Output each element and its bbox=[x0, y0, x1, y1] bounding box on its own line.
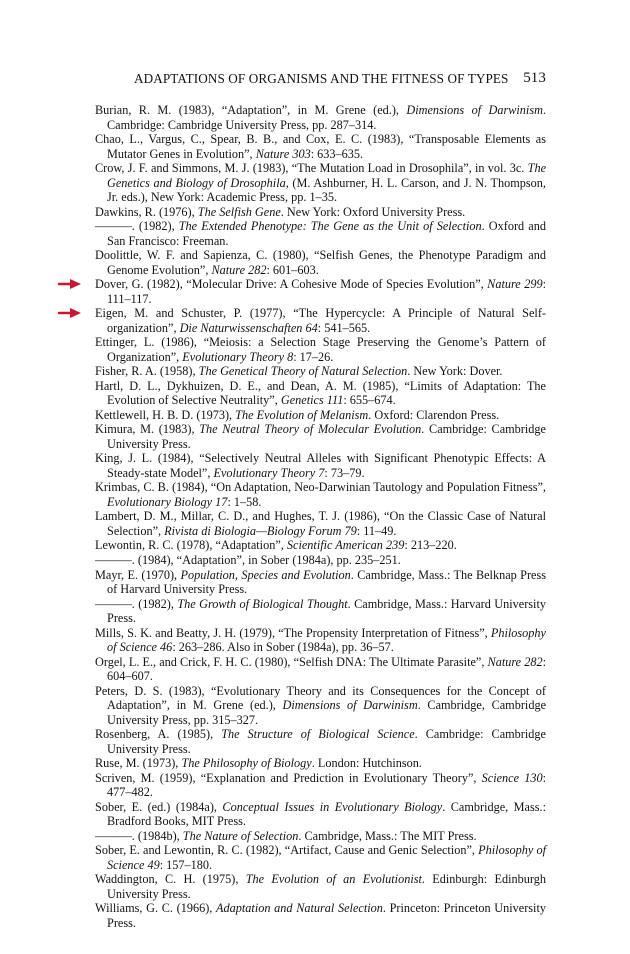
reference-entry: Mayr, E. (1970), Population, Species and Evolution. Cambridge, Mass.: The Belknap Press of Harvard University Press. bbox=[95, 567, 546, 597]
reference-entry: Eigen, M. and Schuster, P. (1977), “The Hypercycle: A Principle of Natural Self-organization”, Die Naturwissenschaften 64: 541–565. bbox=[95, 306, 546, 335]
reference-entry: Hartl, D. L., Dykhuizen, D. E., and Dean, A. M. (1985), “Limits of Adaptation: The Evolution of Selective Neutrality”, Genetics 111: 655–674. bbox=[95, 378, 546, 408]
reference-entry: ———. (1982), The Growth of Biological Thought. Cambridge, Mass.: Harvard University Press. bbox=[95, 596, 546, 626]
reference-entry: Williams, G. C. (1966), Adaptation and Natural Selection. Princeton: Princeton University Press. bbox=[95, 901, 546, 930]
running-title: ADAPTATIONS OF ORGANISMS AND THE FITNESS OF TYPES bbox=[134, 71, 509, 86]
reference-entry: ———. (1984), “Adaptation”, in Sober (1984a), pp. 235–251. bbox=[95, 552, 401, 567]
reference-entry: Krimbas, C. B. (1984), “On Adaptation, Neo-Darwinian Tautology and Population Fitness”, Evolutionary Biology 17: 1–58. bbox=[95, 480, 546, 509]
reference-entry: Chao, L., Vargus, C., Spear, B. B., and Cox, E. C. (1983), “Transposable Elements as Mutator Genes in Evolution”, Nature 303: 633–635. bbox=[95, 132, 546, 161]
reference-entry: Rosenberg, A. (1985), The Structure of Biological Science. Cambridge: Cambridge University Press. bbox=[95, 727, 546, 756]
reference-entry: Ruse, M. (1973), The Philosophy of Biology. London: Hutchinson. bbox=[95, 756, 422, 771]
page-number: 513 bbox=[523, 70, 546, 86]
reference-entry: Orgel, L. E., and Crick, F. H. C. (1980), “Selfish DNA: The Ultimate Parasite”, Nature 282: 604–607. bbox=[95, 654, 546, 684]
reference-entry: Lambert, D. M., Millar, C. D., and Hughes, T. J. (1986), “On the Classic Case of Natural Selection”, Rivista di Biologia—Biology Forum 79: 11–49. bbox=[95, 509, 546, 538]
reference-entry: Mills, S. K. and Beatty, J. H. (1979), “The Propensity Interpretation of Fitness”, Philosophy of Science 46: 263–286. Also in Sober (1984a), pp. 36–57. bbox=[95, 625, 546, 655]
reference-entry: Fisher, R. A. (1958), The Genetical Theory of Natural Selection. New York: Dover. bbox=[95, 364, 503, 379]
reference-entry: Ettinger, L. (1986), “Meiosis: a Selection Stage Preserving the Genome’s Pattern of Organization”, Evolutionary Theory 8: 17–26. bbox=[95, 335, 546, 364]
reference-entry: Dover, G. (1982), “Molecular Drive: A Cohesive Mode of Species Evolution”, Nature 299: 111–117. bbox=[95, 277, 546, 306]
reference-entry: Burian, R. M. (1983), “Adaptation”, in M. Grene (ed.), Dimensions of Darwinism. Cambridge: Cambridge University Press, pp. 287–314. bbox=[95, 103, 546, 132]
reference-entry: Kettlewell, H. B. D. (1973), The Evolution of Melanism. Oxford: Clarendon Press. bbox=[95, 407, 500, 422]
reference-list bbox=[95, 103, 546, 930]
reference-entry: ———. (1982), The Extended Phenotype: The Gene as the Unit of Selection. Oxford and San Francisco: Freeman. bbox=[95, 219, 546, 248]
margin-arrow-icon bbox=[57, 278, 83, 290]
reference-entry: King, J. L. (1984), “Selectively Neutral Alleles with Significant Phenotypic Effects: A Steady-state Model”, Evolutionary Theory 7: 73–79. bbox=[95, 451, 546, 480]
reference-entry: Waddington, C. H. (1975), The Evolution of an Evolutionist. Edinburgh: Edinburgh University Press. bbox=[95, 872, 546, 901]
reference-entry: Lewontin, R. C. (1978), “Adaptation”, Scientific American 239: 213–220. bbox=[95, 538, 457, 553]
reference-entry: Doolittle, W. F. and Sapienza, C. (1980), “Selfish Genes, the Phenotype Paradigm and Genome Evolution”, Nature 282: 601–603. bbox=[95, 248, 546, 277]
reference-entry: Scriven, M. (1959), “Explanation and Prediction in Evolutionary Theory”, Science 130: 477–482. bbox=[95, 770, 547, 800]
reference-entry: Dawkins, R. (1976), The Selfish Gene. New York: Oxford University Press. bbox=[95, 204, 466, 219]
reference-entry: Sober, E. and Lewontin, R. C. (1982), “Artifact, Cause and Genic Selection”, Philosophy of Science 49: 157–180. bbox=[95, 843, 546, 872]
reference-entry: Crow, J. F. and Simmons, M. J. (1983), “The Mutation Load in Drosophila”, in vol. 3c. The Genetics and Biology of Drosophila, (M. Ashburner, H. L. Carson, and J. N. Thompson, Jr. eds.), New York: Academic Press, pp. 1–35. bbox=[95, 161, 546, 205]
reference-entry: Sober, E. (ed.) (1984a), Conceptual Issues in Evolutionary Biology. Cambridge, Mass.: Bradford Books, MIT Press. bbox=[95, 799, 546, 829]
reference-entry: Peters, D. S. (1983), “Evolutionary Theory and its Consequences for the Concept of Adaptation”, in M. Grene (ed.), Dimensions of Darwinism. Cambridge, Cambridge University Press, pp. 315–327. bbox=[95, 683, 547, 727]
reference-entry: ———. (1984b), The Nature of Selection. Cambridge, Mass.: The MIT Press. bbox=[95, 828, 477, 843]
margin-arrow-icon bbox=[57, 307, 83, 319]
reference-entry: Kimura, M. (1983), The Neutral Theory of Molecular Evolution. Cambridge: Cambridge University Press. bbox=[95, 422, 546, 451]
